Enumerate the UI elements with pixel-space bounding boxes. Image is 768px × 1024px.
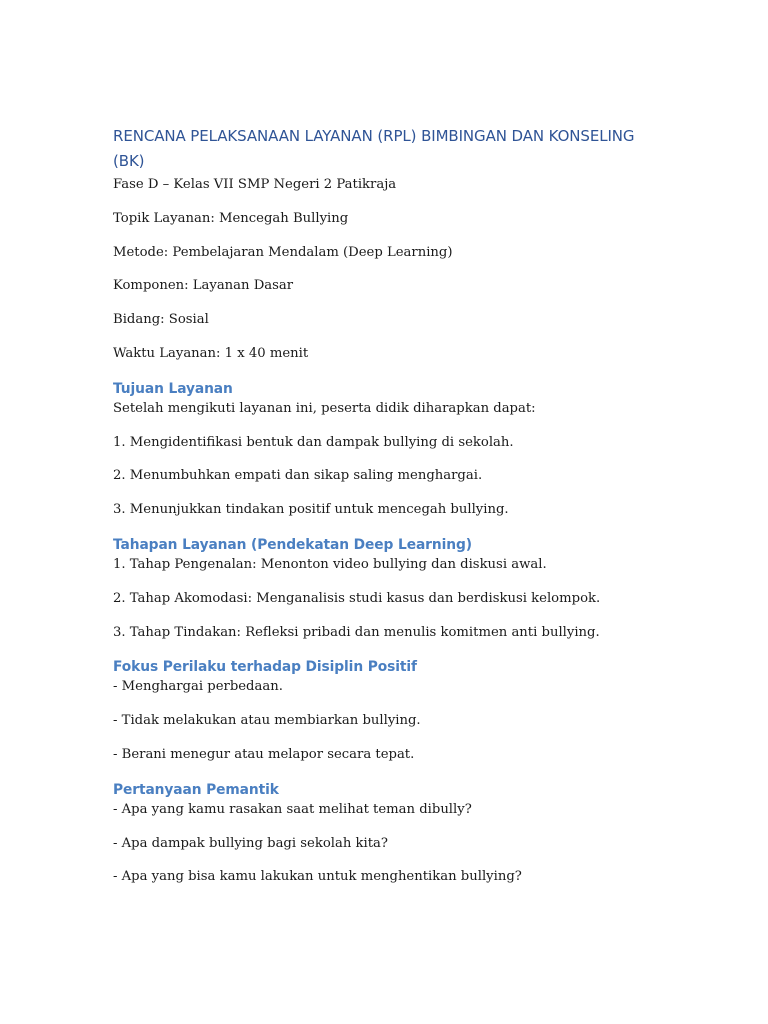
document-title: RENCANA PELAKSANAAN LAYANAN (RPL) BIMBINGAN DAN KONSELING (BK): [113, 127, 635, 170]
list-item: 2. Menumbuhkan empati dan sikap saling menghargai.: [113, 468, 483, 484]
document-page: [113, 124, 653, 902]
info-waktu: Waktu Layanan: 1 x 40 menit: [113, 345, 309, 361]
list-item: 1. Tahap Pengenalan: Menonton video bullying dan diskusi awal.: [113, 556, 547, 572]
section-tujuan: [113, 379, 653, 519]
list-item: - Apa yang kamu rasakan saat melihat teman dibully?: [113, 801, 472, 817]
info-komponen: Komponen: Layanan Dasar: [113, 278, 294, 294]
list-item: 2. Tahap Akomodasi: Menganalisis studi kasus dan berdiskusi kelompok.: [113, 590, 601, 606]
list-item: - Apa dampak bullying bagi sekolah kita?: [113, 835, 388, 851]
section-heading: Fokus Perilaku terhadap Disiplin Positif: [113, 659, 417, 676]
section-fokus: [113, 657, 653, 764]
section-heading: Tujuan Layanan: [113, 380, 233, 397]
section-tahapan: [113, 535, 653, 642]
section-paragraph: Setelah mengikuti layanan ini, peserta didik diharapkan dapat:: [113, 400, 536, 416]
list-item: - Tidak melakukan atau membiarkan bullying.: [113, 713, 421, 729]
info-metode: Metode: Pembelajaran Mendalam (Deep Learning): [113, 244, 453, 260]
section-heading: Tahapan Layanan (Pendekatan Deep Learning): [113, 536, 472, 553]
list-item: 1. Mengidentifikasi bentuk dan dampak bullying di sekolah.: [113, 434, 514, 450]
list-item: - Berani menegur atau melapor secara tepat.: [113, 746, 415, 762]
section-pertanyaan: [113, 780, 653, 887]
list-item: - Menghargai perbedaan.: [113, 679, 283, 695]
info-bidang: Bidang: Sosial: [113, 312, 209, 328]
info-topik: Topik Layanan: Mencegah Bullying: [113, 210, 349, 226]
info-fase: Fase D – Kelas VII SMP Negeri 2 Patikraja: [113, 177, 397, 192]
list-item: 3. Tahap Tindakan: Refleksi pribadi dan menulis komitmen anti bullying.: [113, 624, 600, 640]
list-item: 3. Menunjukkan tindakan positif untuk mencegah bullying.: [113, 502, 509, 518]
document-info: [113, 176, 653, 363]
list-item: - Apa yang bisa kamu lakukan untuk menghentikan bullying?: [113, 869, 522, 885]
section-heading: Pertanyaan Pemantik: [113, 781, 279, 798]
